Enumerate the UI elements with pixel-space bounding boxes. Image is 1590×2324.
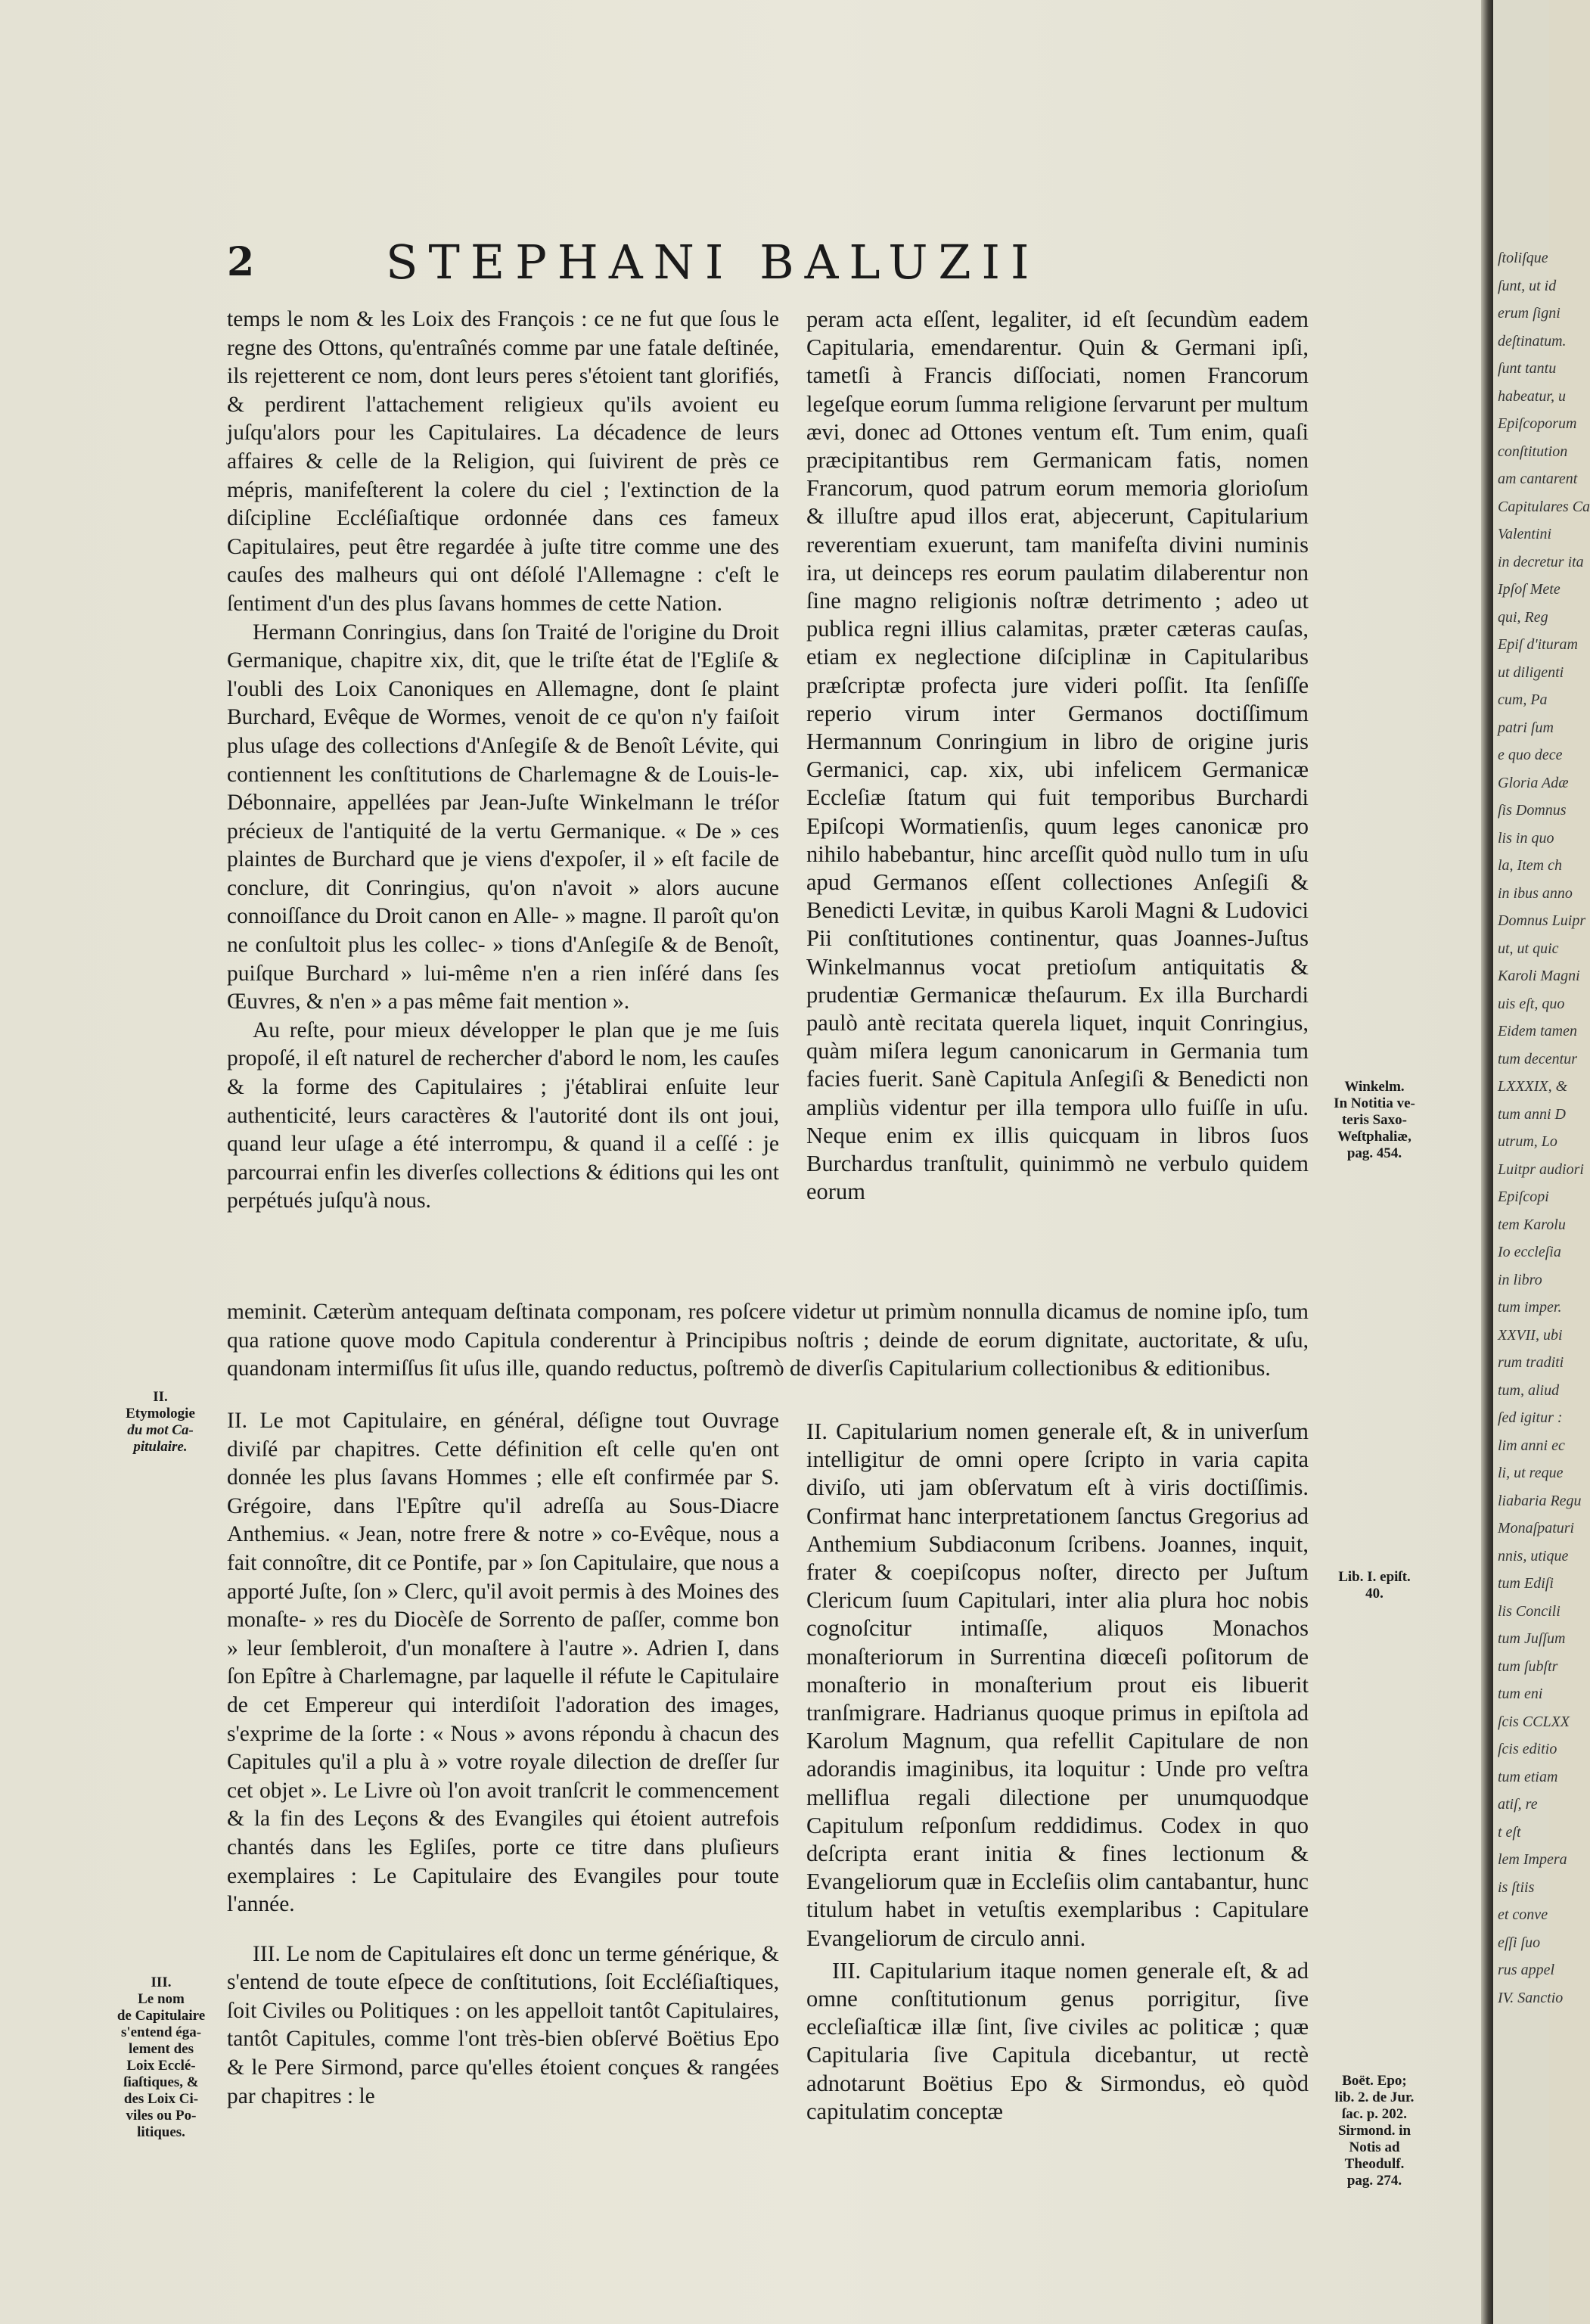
margin-line: Etymologie bbox=[126, 1406, 195, 1421]
margin-line: lement des bbox=[128, 2041, 194, 2057]
next-page-fragment: tum ſubſtr bbox=[1498, 1658, 1558, 1675]
next-page-fragment: Io eccleſia bbox=[1498, 1244, 1561, 1260]
margin-line: pag. 274. bbox=[1346, 2173, 1402, 2189]
next-page-fragment: Epiſcoporum bbox=[1498, 415, 1577, 432]
next-page-fragment: LXXXIX, & bbox=[1498, 1078, 1568, 1095]
next-page-fragment: Epiſcopi bbox=[1498, 1188, 1549, 1205]
next-page-fragment: rum traditi bbox=[1498, 1354, 1564, 1371]
next-page-fragment: et conve bbox=[1498, 1906, 1548, 1923]
next-page-fragment: in ibus anno bbox=[1498, 884, 1573, 902]
margin-line: Theodulf. bbox=[1344, 2156, 1405, 2172]
next-page-fragment: ſtoliſque bbox=[1498, 250, 1548, 266]
margin-line: Weſtphaliæ, bbox=[1337, 1129, 1411, 1145]
margin-line: de Capitulaire bbox=[116, 2008, 206, 2024]
margin-line: Notis ad bbox=[1349, 2139, 1400, 2155]
next-page-fragment: ut diligenti bbox=[1498, 663, 1564, 681]
next-page-fragment: in decretur ita bbox=[1498, 553, 1584, 570]
margin-line: pitulaire. bbox=[133, 1439, 188, 1455]
french-paragraph-2: Hermann Conringius, dans ſon Traité de l'origine du Droit Germanique, chapitre xix, dit, que le triſte état de l'Egliſe & l'oubli des Loix Canoniques en Allemagne, dont ſe plaint Burchard, Evêque de Wormes, venoit de ce qu'on n'y faiſoit plus uſage des collections d'Anſegiſe & de Benoît Lévite, qui contiennent les conſtitutions de Charlemagne & de Louis-le-Débonnaire, appellées par Jean-Juſte Winkelmann le tréſor précieux de l'antiquité de la vertu Germanique. « De » ces plaintes de Burchard que je viens d'expoſer, il » eſt facile de conclure, dit Conringius, qu'on n'avoit » alors aucune connoiſſance du Droit canon en Alle- » magne. Il paroît qu'on ne conſultoit plus les collec- » tions d'Anſegiſe & de Benoît, puiſque Burchard » lui-même n'en a rien inſéré dans ſes Œuvres, & n'en » a pas même fait mention ». bbox=[227, 620, 779, 1014]
margin-line: viles ou Po- bbox=[126, 2108, 197, 2124]
next-page-fragment: utrum, Lo bbox=[1498, 1133, 1557, 1150]
margin-line: litiques. bbox=[137, 2124, 185, 2140]
margin-note-etymologie bbox=[115, 1389, 206, 1456]
next-page-fragment: rus appel bbox=[1498, 1962, 1554, 1978]
next-page-fragment: Ipſoſ Mete bbox=[1498, 581, 1560, 598]
next-page-fragment: Eidem tamen bbox=[1498, 1023, 1577, 1039]
margin-line: In Notitia ve- bbox=[1334, 1095, 1415, 1111]
next-page-fragment: eſſi ſuo bbox=[1498, 1934, 1541, 1951]
margin-line: Lib. I. epiſt. bbox=[1338, 1569, 1411, 1585]
next-page-fragment: t eſt bbox=[1498, 1823, 1521, 1841]
margin-note-lib bbox=[1325, 1569, 1424, 1602]
next-page-fragment: erum ſigni bbox=[1498, 305, 1560, 322]
next-page-fragment: ſis Domnus bbox=[1498, 802, 1567, 819]
margin-note-loix bbox=[112, 1974, 210, 2141]
next-page-fragment: e quo dece bbox=[1498, 747, 1563, 763]
french-section-iii: III. Le nom de Capitulaires eſt donc un terme générique, & s'entend de toute eſpece de conſtitutions, ſoit Eccléſiaſtiques, ſoit Civiles ou Politiques : on les appelloit tantôt Capitulaires, tantôt Capitules, comme l'ont très-bien obſervé Boëtius Epo & le Pere Sirmond, parce qu'elles étoient conçues & rangées par chapitres : le bbox=[227, 1941, 779, 2108]
next-page-fragment: deſtinatum. bbox=[1498, 332, 1567, 350]
page-header bbox=[227, 235, 1407, 300]
margin-line: Loix Ecclé- bbox=[126, 2058, 196, 2074]
next-page-fragment: nnis, utique bbox=[1498, 1547, 1569, 1564]
next-page-fragment: ſunt, ut id bbox=[1498, 277, 1557, 294]
latin-section-ii: II. Capitularium nomen generale eſt, & in univerſum intelligitur de omni opere ſcripto in varia capita diviſo, uti jam obſervatum eſt à viris doctiſſimis. Confirmat hanc interpretationem ſanctus Gregorius ad Anthemium Subdiaconum ſcribens. Joannes, inquit, frater & coepiſcopus noſter, directo per Juſtum Clericum ſuum Capitulari, inter alia plura hoc nobis cognoſcitur intimaſſe, aliquos Monachos monaſteriorum in Surrentina diœceſi poſitorum de monaſterio in monaſterium prout eis libuerit tranſmigrare. Hadrianus quoque primus in epiſtola ad Karolum Magnum, qua refellit Capitulare de non adorandis imaginibus, ita loquitur : Unde pro veſtra melliflua regali dilectione per unumquodque Capitulum reſponſum reddidimus. Codex in quo deſcripta erant initia & fines lectionum & Evangeliorum quæ in Eccleſiis olim cantabantur, hunc titulum habet in vetuſtis exemplaribus : Capitulare Evangeliorum de circulo anni. bbox=[806, 1418, 1309, 1951]
next-page-fragment: Gloria Adæ bbox=[1498, 774, 1569, 791]
latin-column-lower bbox=[806, 1418, 1309, 2126]
next-page-fragment: ſed igitur : bbox=[1498, 1409, 1563, 1426]
book-gutter bbox=[1481, 0, 1493, 2324]
next-page-fragment: tem Karolu bbox=[1498, 1216, 1566, 1233]
next-page-fragment: Monaſpaturi bbox=[1498, 1520, 1575, 1536]
margin-line: 40. bbox=[1365, 1586, 1383, 1602]
french-paragraph-3: Au reſte, pour mieux développer le plan que je me ſuis propoſé, il eſt naturel de rechercher d'abord le nom, les cauſes & la forme des Capitulaires ; j'établirai enſuite leur authenticité, leurs caractères & l'autorité dont ils ont joui, quand leur uſage a été interrompu, & quand il a ceſſé : je parcourrai enfin les diverſes collections & éditions qui les ont perpétués juſqu'à nous. bbox=[227, 1018, 779, 1213]
next-page-fragment: tum anni D bbox=[1498, 1105, 1566, 1123]
page-number: 2 bbox=[227, 239, 255, 285]
next-page-fragment: ſcis CCLXX bbox=[1498, 1713, 1570, 1730]
margin-line: Le nom bbox=[138, 1991, 185, 2007]
next-page-fragment: ſunt tantu bbox=[1498, 360, 1557, 377]
margin-line: pag. 454. bbox=[1346, 1145, 1402, 1161]
next-page-fragment: atiſ, re bbox=[1498, 1796, 1538, 1813]
next-page-fragment: IV. Sanctio bbox=[1498, 1989, 1564, 2006]
next-page-fragment: lim anni ec bbox=[1498, 1437, 1565, 1454]
next-page-fragment: patri ſum bbox=[1498, 719, 1554, 736]
next-page-fragment: Karoli Magni bbox=[1498, 968, 1580, 984]
running-title: STEPHANI BALUZII bbox=[386, 235, 1040, 290]
next-page-fragment: tum Juſſum bbox=[1498, 1630, 1566, 1647]
next-page-fragment: tum, aliud bbox=[1498, 1381, 1560, 1399]
next-page-fragment: am cantarent bbox=[1498, 471, 1578, 487]
next-page-fragment: tum decentur bbox=[1498, 1050, 1577, 1067]
next-page-fragment: tum eni bbox=[1498, 1686, 1543, 1702]
next-page-fragment: conſtitution bbox=[1498, 443, 1568, 460]
next-page-fragment: is ſtiis bbox=[1498, 1878, 1535, 1896]
next-page-fragment: tum imper. bbox=[1498, 1299, 1562, 1316]
next-page-fragment: lis in quo bbox=[1498, 829, 1554, 847]
margin-line: ſac. p. 202. bbox=[1341, 2106, 1408, 2122]
margin-line: Sirmond. in bbox=[1337, 2123, 1411, 2139]
next-page-fragment: cum, Pa bbox=[1498, 691, 1548, 708]
next-page-edge bbox=[1493, 0, 1590, 2324]
next-page-fragment: Domnus Luipr bbox=[1498, 912, 1586, 929]
margin-line: teris Saxo- bbox=[1341, 1112, 1407, 1128]
french-section-ii: II. Le mot Capitulaire, en général, déſigne tout Ouvrage diviſé par chapitres. Cette définition eſt celle qu'en ont donnée les plus ſavans Hommes ; elle eſt confirmée par S. Grégoire, dans l'Epître qu'il adreſſa au Sous-Diacre Anthemius. « Jean, notre frere & notre » co-Evêque, nous a fait connoître, dit ce Pontife, par » ſon Capitulaire, que nous a apporté Juſte, ſon » Clerc, qu'il avoit permis à des Moines des monaſte- » res du Diocèſe de Sorrento de paſſer, comme bon » leur ſembleroit, d'un monaſtere à l'autre ». Adrien I, dans ſon Epître à Charlemagne, par laquelle il réfute le Capitulaire de cet Empereur qui interdiſoit l'adoration des images, s'exprime de la ſorte : « Nous » avons répondu à chacun des Capitules qu'il a plu à » votre royale dilection de dreſſer ſur cet objet ». Le Livre où l'on avoit tranſcrit le commencement & la fin des Leçons & des Evangiles qui étoient autrefois chantés dans les Egliſes, porte ce titre dans pluſieurs exemplaires : Le Capitulaire des Evangiles pour toute l'année. bbox=[227, 1409, 779, 1917]
next-page-fragment: liabaria Regu bbox=[1498, 1492, 1582, 1509]
next-page-fragment: Epiſ d'ituram bbox=[1498, 636, 1578, 653]
latin-column-upper bbox=[806, 306, 1309, 1207]
margin-note-boet bbox=[1325, 2073, 1424, 2189]
next-page-fragment: Capitulares Ca bbox=[1498, 498, 1590, 515]
next-page-fragment: tum Ediſi bbox=[1498, 1575, 1554, 1592]
latin-section-iii: III. Capitularium itaque nomen generale eſt, & ad omne conſtitutionum genus porrigitur, ſive eccleſiaſticæ illæ ſint, ſive civiles ac politicæ ; quæ Capitularia ſive Capitula dicebantur, ut rectè adnotarunt Boëtius Epo & Sirmondus, eò quòd capitulatim conceptæ bbox=[806, 1957, 1309, 2124]
next-page-fragment: Luitpr audiori bbox=[1498, 1160, 1584, 1178]
french-paragraph-1: temps le nom & les Loix des François : ce ne fut que ſous le regne des Ottons, qu'entraînés comme par une fatale deſtinée, ils rejetterent ce nom, dont leurs peres s'étoient tant glorifiés, & perdirent l'attachement religieux qu'ils avoient eu juſqu'alors pour les Capitulaires. La décadence de leurs affaires & celle de la Religion, qui ſuivirent de près ce mépris, manifeſterent la colere du ciel ; l'extinction de la diſcipline Eccléſiaſtique ordonnée dans ces fameux Capitulaires, peut être regardée à juſte titre comme une des cauſes des malheurs qui ont déſolé l'Allemagne : c'eſt le ſentiment d'un des plus ſavans hommes de cette Nation. bbox=[227, 307, 779, 616]
next-page-fragment: Valentini bbox=[1498, 526, 1552, 542]
margin-line: Boët. Epo; bbox=[1342, 2073, 1407, 2089]
french-column-lower bbox=[227, 1407, 779, 2111]
margin-line: III. bbox=[151, 1974, 172, 1990]
next-page-fragment: tum etiam bbox=[1498, 1768, 1558, 1785]
margin-line: II. bbox=[153, 1389, 168, 1405]
margin-line: s'entend éga- bbox=[120, 2024, 202, 2040]
next-page-fragment: lem Impera bbox=[1498, 1851, 1567, 1868]
next-page-fragment: li, ut reque bbox=[1498, 1465, 1564, 1481]
latin-full-width: meminit. Cæterùm antequam deſtinata componam, res poſcere videtur ut primùm nonnulla dicamus de nomine ipſo, tum qua ratione quove modo Capitula conderentur à Principibus noſtris ; deinde de eorum dignitate, auctoritate, & uſu, quandonam intermiſſus ſit uſus ille, quando reductus, poſtremò de diverſis Capitularium collectionibus & editionibus. bbox=[227, 1300, 1309, 1381]
next-page-fragment: la, Item ch bbox=[1498, 857, 1562, 874]
margin-line: ſiaſtiques, & bbox=[123, 2074, 199, 2090]
next-page-fragment: ut, ut quic bbox=[1498, 940, 1559, 957]
margin-note-winkelm bbox=[1325, 1079, 1424, 1162]
margin-line: des Loix Ci- bbox=[123, 2091, 199, 2107]
next-page-fragment: uis eſt, quo bbox=[1498, 995, 1565, 1012]
french-column-upper bbox=[227, 306, 779, 1216]
next-page-fragment: habeatur, u bbox=[1498, 387, 1566, 405]
next-page-fragment: ſcis editio bbox=[1498, 1741, 1557, 1757]
next-page-fragment: in libro bbox=[1498, 1271, 1542, 1288]
margin-line: lib. 2. de Jur. bbox=[1334, 2089, 1415, 2105]
margin-line: Winkelm. bbox=[1344, 1079, 1405, 1095]
margin-line: du mot Ca- bbox=[127, 1422, 194, 1438]
next-page-fragment: XXVII, ubi bbox=[1498, 1326, 1563, 1344]
next-page-fragment: lis Concili bbox=[1498, 1602, 1560, 1620]
next-page-fragment: qui, Reg bbox=[1498, 608, 1548, 626]
latin-paragraph-1: peram acta eſſent, legaliter, id eſt ſecundùm eadem Capitularia, emendarentur. Quin & Germani ipſi, tametſi à Francis diſſociati, nomen Francorum legeſque eorum ſumma religione ſervarunt per multum ævi, donec ad Ottones ventum eſt. Tum enim, quaſi præcipitantibus rem Germanicam fatis, nomen Francorum, quod patrum eorum memoria glorioſum & illuſtre apud illos erat, abjecerunt, Capitularium reverentiam exuerunt, tam manifeſta divini numinis ira, ut deinceps res eorum paulatim dilaberentur non ſine magno religionis noſtræ detrimento ; adeo ut publica regni illius calamitas, præter cæteras cauſas, etiam ex neglectione diſciplinæ in Capitularibus præſcriptæ profecta jure videri poſſit. Ita ſenſiſſe reperio virum inter Germanos doctiſſimum Hermannum Conringium in libro de origine juris Germanici, cap. xix, ubi infelicem Germanicæ Eccleſiæ ſtatum qui fuit temporibus Burchardi Epiſcopi Wormatienſis, quum leges canonicæ pro nihilo habebantur, hinc arceſſit quòd nullo tum in uſu apud Germanos eſſent collectiones Anſegiſi & Benedicti Levitæ, in quibus Karoli Magni & Ludovici Pii conſtitutiones continentur, quas Joannes-Juſtus Winkelmannus vocat pretioſum antiquitatis & prudentiæ Germanicæ theſaurum. Ex illa Burchardi paulò antè recitata querela liquet, inquit Conringius, quàm miſera legum canonicarum in Germania tum facies fuerit. Sanè Capitula Anſegiſi & Benedicti non ampliùs videntur per illa tempora ullo fuiſſe in uſu. Neque enim ex illis quicquam in libros ſuos Burchardus tranſtulit, quinimmò ne verbulo quidem eorum bbox=[806, 306, 1309, 1205]
